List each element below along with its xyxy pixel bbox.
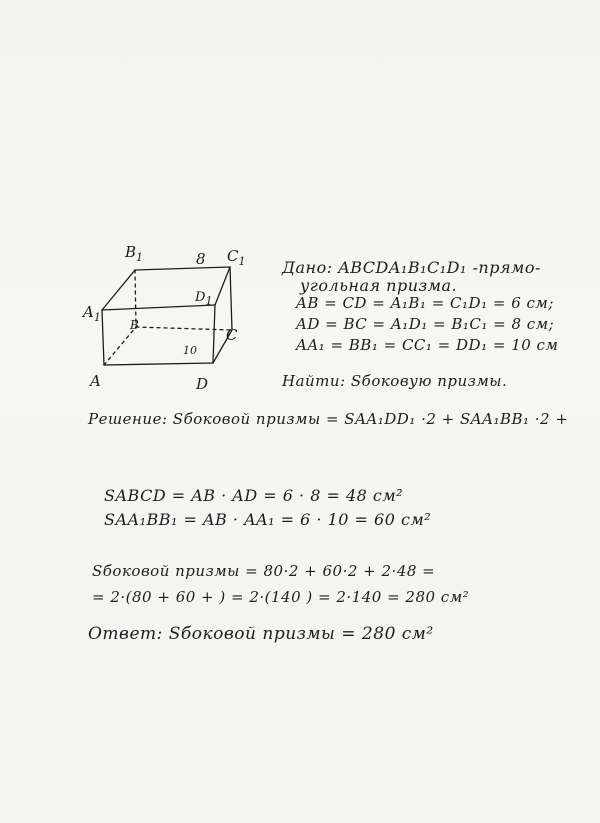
solution-line-2: SABCD = AB · AD = 6 · 8 = 48 см² <box>104 486 404 505</box>
given-line-5: AA₁ = BB₁ = CC₁ = DD₁ = 10 см <box>296 336 559 354</box>
edge-cc1 <box>230 267 232 330</box>
given-line-2: угольная призма. <box>300 276 458 295</box>
vertex-a: A <box>90 372 101 390</box>
solution-line-5: = 2·(80 + 60 + ) = 2·(140 ) = 2·140 = 280 см² <box>92 588 470 606</box>
edge-label-top: 8 <box>196 250 206 268</box>
vertex-d: D <box>196 375 209 393</box>
edge-aa1 <box>102 310 104 365</box>
vertex-c1: $C_1$ <box>227 247 246 268</box>
given-line-4: AD = BC = A₁D₁ = B₁C₁ = 8 см; <box>296 315 555 333</box>
given-line-1: Дано: ABCDA₁B₁C₁D₁ -прямо- <box>282 258 541 277</box>
top-face-edge-a1b1 <box>102 270 135 310</box>
vertex-a1: $A_1$ <box>83 303 101 324</box>
solution-line-3: SAA₁BB₁ = AB · AA₁ = 6 · 10 = 60 см² <box>104 510 432 529</box>
answer-line: Ответ: Sбоковой призмы = 280 см² <box>88 624 434 644</box>
vertex-c: C <box>226 326 238 344</box>
top-face-edge-c1d1 <box>215 267 230 305</box>
solution-line-1: Решение: Sбоковой призмы = SAA₁DD₁ ·2 + SAA₁BB₁ ·2 + <box>88 410 569 428</box>
edge-label-height: 10 <box>183 344 197 357</box>
given-line-3: AB = CD = A₁B₁ = C₁D₁ = 6 см; <box>296 294 554 312</box>
edge-ad <box>104 363 213 365</box>
vertex-b: B <box>130 318 139 332</box>
top-face-edge-b1c1 <box>135 267 230 270</box>
vertex-d1: $D_1$ <box>195 290 213 308</box>
hidden-edge-bc <box>136 327 232 330</box>
solution-line-4: Sбоковой призмы = 80·2 + 60·2 + 2·48 = <box>92 562 436 580</box>
edge-dd1 <box>213 305 215 363</box>
hidden-edge-ab <box>104 327 136 365</box>
vertex-b1: $B_1$ <box>125 243 144 264</box>
find-line: Найти: Sбоковую призмы. <box>282 372 508 390</box>
